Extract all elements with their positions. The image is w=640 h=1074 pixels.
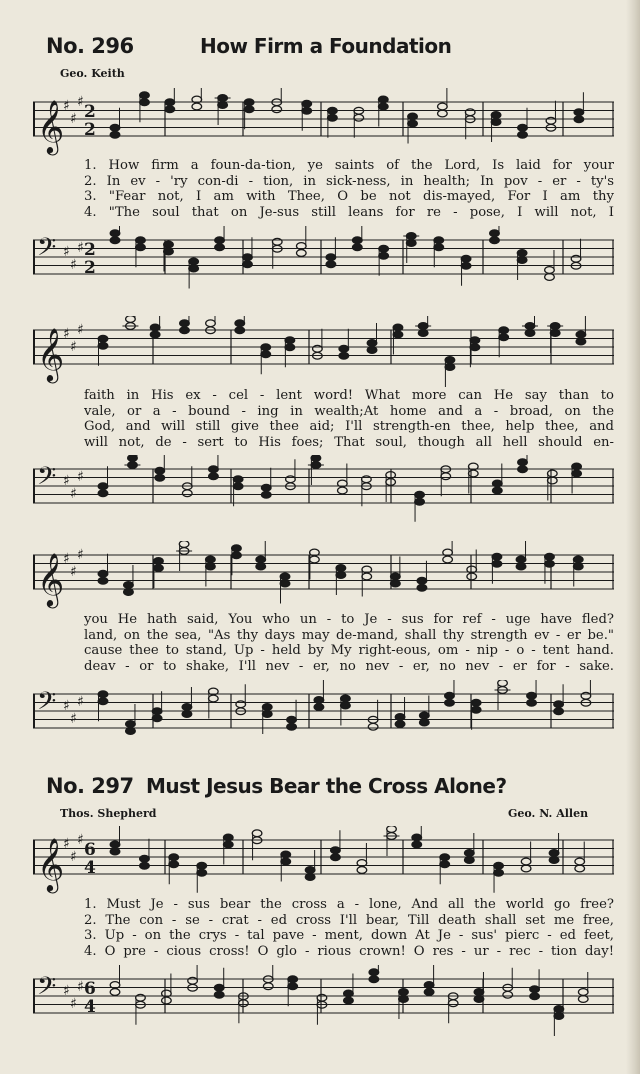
note-icon <box>545 553 555 583</box>
note-icon <box>308 455 324 485</box>
note-icon <box>209 688 219 718</box>
note-icon <box>314 680 324 710</box>
sharp-icon: ♯ <box>77 694 84 710</box>
bass-staff-296-3 <box>33 680 618 752</box>
note-icon <box>310 549 320 579</box>
note-icon <box>176 541 192 571</box>
note-icon <box>495 680 511 710</box>
note-icon <box>448 993 458 1023</box>
note-icon <box>155 455 165 481</box>
hymn-author: Thos. Shepherd <box>60 807 157 820</box>
note-icon <box>571 239 581 269</box>
note-icon <box>262 704 272 734</box>
note-icon <box>197 862 207 892</box>
note-icon <box>548 470 558 500</box>
lyric-verse-4: will not, de - sert to His foes; That soul, though all hell should en- <box>84 434 614 450</box>
sharp-icon: ♯ <box>70 339 77 355</box>
note-icon <box>336 565 346 595</box>
note-icon <box>285 337 295 367</box>
note-icon <box>518 455 528 473</box>
treble-staff-297-1 <box>33 826 618 898</box>
note-icon <box>189 258 199 288</box>
time-signature-top: 2 <box>84 102 96 122</box>
treble-staff-296-1 <box>33 88 618 160</box>
note-icon <box>302 100 312 130</box>
note-icon <box>180 316 190 334</box>
treble-clef-icon: 𝄞 <box>37 837 65 891</box>
note-icon <box>339 329 349 359</box>
note-icon <box>415 491 425 521</box>
lyrics-296-3 <box>84 612 614 674</box>
note-icon <box>522 316 538 336</box>
note-icon <box>461 255 471 285</box>
note-icon <box>471 699 481 729</box>
lyric-verse-2: vale, or a - bound - ing in wealth;At home and a - broad, on the <box>84 403 614 419</box>
lyric-verse-1: 1. Must Je - sus bear the cross a - lone, And all the world go free? <box>84 897 614 912</box>
note-icon <box>313 329 323 359</box>
sharp-icon: ♯ <box>70 486 77 502</box>
note-icon <box>209 455 219 480</box>
note-icon <box>445 357 455 387</box>
sharp-icon: ♯ <box>63 551 70 567</box>
note-icon <box>357 843 367 873</box>
note-icon <box>547 323 563 353</box>
note-icon <box>417 561 427 591</box>
note-icon <box>412 826 422 848</box>
note-icon <box>110 108 120 138</box>
note-icon <box>152 691 162 721</box>
note-icon <box>441 466 451 496</box>
bass-staff-296-2 <box>33 455 618 527</box>
sharp-icon: ♯ <box>77 322 84 338</box>
sharp-icon: ♯ <box>77 240 84 256</box>
note-icon <box>518 108 528 138</box>
sharp-icon: ♯ <box>70 564 77 580</box>
treble-clef-icon: 𝄞 <box>37 99 65 153</box>
note-icon <box>287 700 297 730</box>
note-icon <box>395 697 405 727</box>
lyric-verse-2: 2. The con - se - crat - ed cross I'll bear, Till death shall set me free, <box>84 912 614 928</box>
note-icon <box>467 550 477 580</box>
sharp-icon: ♯ <box>70 711 77 727</box>
note-icon <box>368 700 378 730</box>
note-icon <box>162 974 172 1004</box>
time-signature-bottom: 4 <box>84 858 96 878</box>
treble-clef-icon: 𝄞 <box>37 552 65 606</box>
treble-staff-296-2 <box>33 316 618 388</box>
note-icon <box>317 994 327 1024</box>
time-signature-bottom: 4 <box>84 997 96 1017</box>
note-icon <box>408 113 418 143</box>
lyric-verse-2: land, on the sea, "As thy days may de-mand, shall thy strength ev - er be." <box>84 627 614 643</box>
note-icon <box>110 226 120 244</box>
note-icon <box>280 573 290 603</box>
bass-clef-icon: 𝄢 <box>37 462 57 497</box>
bass-clef-icon: 𝄢 <box>37 687 57 722</box>
note-icon <box>169 854 179 884</box>
lyric-verse-4: 4. "The soul that on Je-sus still leans for re - pose, I will not, I <box>84 204 614 220</box>
lyric-verse-3: cause thee to stand, Up - held by My right-eous, om - nip - o - tent hand. <box>84 643 614 659</box>
note-icon <box>296 226 306 256</box>
note-icon <box>244 99 254 129</box>
sharp-icon: ♯ <box>70 111 77 127</box>
lyrics-296-2 <box>84 388 614 450</box>
note-icon <box>338 464 348 494</box>
note-icon <box>554 684 564 714</box>
note-icon <box>424 965 434 995</box>
time-signature-top: 2 <box>84 240 96 260</box>
note-icon <box>465 109 475 139</box>
note-icon <box>98 466 108 496</box>
hymn-author: Geo. Keith <box>60 67 125 80</box>
note-icon <box>468 463 478 493</box>
note-icon <box>140 92 150 122</box>
note-icon <box>527 680 537 706</box>
note-icon <box>261 468 271 498</box>
sharp-icon: ♯ <box>63 326 70 342</box>
note-icon <box>286 459 296 489</box>
note-icon <box>182 466 192 496</box>
note-icon <box>328 107 338 137</box>
lyrics-296-1 <box>84 158 614 220</box>
lyric-verse-1: you He hath said, You who un - to Je - sus for ref - uge have fled? <box>84 612 614 627</box>
note-icon <box>499 327 509 357</box>
note-icon <box>573 556 583 586</box>
note-icon <box>233 476 243 506</box>
note-icon <box>491 112 501 142</box>
lyric-verse-1: 1. How firm a foun-da-tion, ye saints of the Lord, Is laid for your <box>84 158 614 173</box>
lyric-verse-1: faith in His ex - cel - lent word! What more can He say than to <box>84 388 614 403</box>
note-icon <box>98 691 108 721</box>
note-icon <box>243 237 253 267</box>
bass-staff-296-1 <box>33 226 618 298</box>
hymn-number: No. 297 <box>46 774 134 798</box>
note-icon <box>326 237 336 267</box>
bass-clef-icon: 𝄢 <box>37 233 57 268</box>
note-icon <box>154 558 164 588</box>
sharp-icon: ♯ <box>63 98 70 114</box>
note-icon <box>272 88 282 113</box>
note-icon <box>192 88 202 110</box>
note-icon <box>165 88 175 113</box>
note-icon <box>341 695 351 725</box>
note-icon <box>574 92 584 122</box>
note-icon <box>136 994 146 1024</box>
note-icon <box>150 316 160 338</box>
page-edge-shadow <box>626 0 640 1074</box>
lyric-verse-4: 4. O pre - cious cross! O glo - rious crown! O res - ur - rec - tion day! <box>84 943 614 959</box>
note-icon <box>530 969 540 999</box>
note-icon <box>140 839 150 869</box>
note-icon <box>261 344 271 374</box>
note-icon <box>252 830 262 860</box>
note-icon <box>98 335 108 365</box>
note-icon <box>494 862 504 892</box>
sharp-icon: ♯ <box>77 94 84 110</box>
note-icon <box>235 316 245 334</box>
time-signature-bottom: 2 <box>84 120 96 140</box>
sharp-icon: ♯ <box>70 257 77 273</box>
note-icon <box>110 965 120 995</box>
note-icon <box>215 95 231 125</box>
sharp-icon: ♯ <box>70 996 77 1012</box>
note-icon <box>124 455 140 468</box>
note-icon <box>443 541 453 563</box>
note-icon <box>369 965 379 983</box>
bass-clef-icon: 𝄢 <box>37 972 57 1007</box>
lyric-verse-3: 3. "Fear not, I am with Thee, O be not dis-mayed, For I am thy <box>84 189 614 205</box>
treble-staff-296-3 <box>33 541 618 613</box>
note-icon <box>353 226 363 251</box>
sharp-icon: ♯ <box>70 849 77 865</box>
sharp-icon: ♯ <box>63 473 70 489</box>
note-icon <box>215 226 225 251</box>
note-icon <box>490 226 500 244</box>
note-icon <box>393 324 403 354</box>
note-icon <box>440 854 450 884</box>
note-icon <box>434 237 444 267</box>
sharp-icon: ♯ <box>63 983 70 999</box>
note-icon <box>206 556 216 586</box>
note-icon <box>503 968 513 998</box>
note-icon <box>223 834 233 864</box>
note-icon <box>232 545 242 575</box>
lyrics-297-1 <box>84 897 614 959</box>
treble-clef-icon: 𝄞 <box>37 327 65 381</box>
note-icon <box>572 463 582 493</box>
note-icon <box>281 851 291 881</box>
hymn-composer: Geo. N. Allen <box>508 807 589 820</box>
note-icon <box>445 680 455 706</box>
note-icon <box>272 238 282 268</box>
lyric-verse-4: deav - or to shake, I'll nev - er, no nev - er, no nev - er for - sake. <box>84 658 614 674</box>
note-icon <box>554 1006 564 1036</box>
note-icon <box>344 974 354 1004</box>
note-icon <box>546 101 556 131</box>
sharp-icon: ♯ <box>63 244 70 260</box>
sharp-icon: ♯ <box>63 698 70 714</box>
sharp-icon: ♯ <box>77 979 84 995</box>
sharp-icon: ♯ <box>63 836 70 852</box>
note-icon <box>415 316 431 336</box>
note-icon <box>362 566 372 596</box>
note-icon <box>122 316 138 329</box>
note-icon <box>263 965 273 990</box>
hymn-number: No. 296 <box>46 34 134 58</box>
time-signature-bottom: 2 <box>84 258 96 278</box>
note-icon <box>98 554 108 584</box>
note-icon <box>492 553 502 583</box>
note-icon <box>362 476 372 506</box>
note-icon <box>206 316 216 334</box>
note-icon <box>288 976 298 1006</box>
lyric-verse-3: 3. Up - on the crys - tal pave - ment, down At Je - sus' pierc - ed feet, <box>84 928 614 944</box>
note-icon <box>383 826 399 856</box>
note-icon <box>517 250 527 280</box>
sharp-icon: ♯ <box>77 832 84 848</box>
note-icon <box>403 233 419 263</box>
note-icon <box>354 107 364 137</box>
hymn-title: Must Jesus Bear the Cross Alone? <box>146 774 507 798</box>
note-icon <box>331 830 341 860</box>
note-icon <box>136 237 146 267</box>
hymn-title: How Firm a Foundation <box>200 34 452 58</box>
note-icon <box>493 464 503 494</box>
note-icon <box>236 684 246 714</box>
bass-staff-297-1 <box>33 965 618 1037</box>
sharp-icon: ♯ <box>77 547 84 563</box>
note-icon <box>214 968 224 998</box>
note-icon <box>379 245 389 275</box>
time-signature-top: 6 <box>84 840 96 860</box>
lyric-verse-3: God, and will still give thee aid; I'll strength-en thee, help thee, and <box>84 419 614 435</box>
time-signature-top: 6 <box>84 979 96 999</box>
lyric-verse-2: 2. In ev - 'ry con-di - tion, in sick-ness, in health; In pov - er - ty's <box>84 173 614 189</box>
note-icon <box>378 96 388 126</box>
sharp-icon: ♯ <box>77 469 84 485</box>
